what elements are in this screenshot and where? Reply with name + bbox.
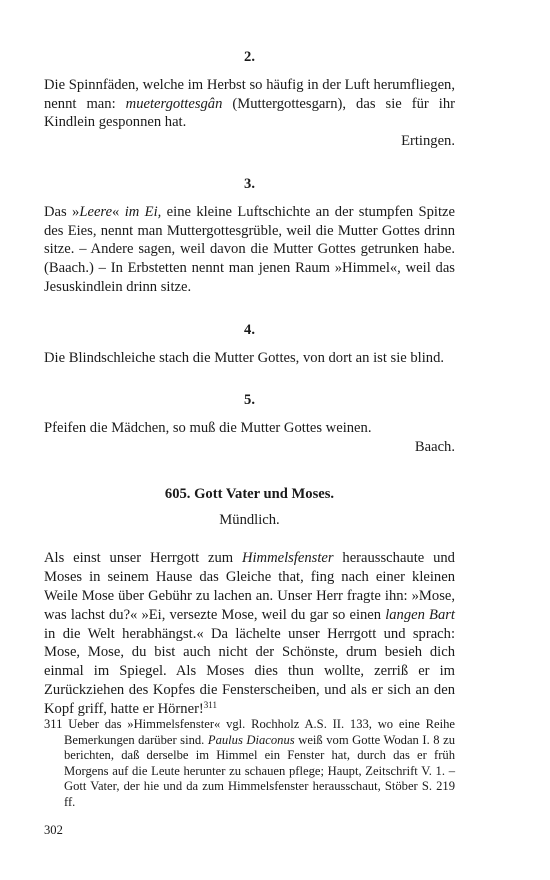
footnote-text	[44, 717, 455, 811]
text-run: Ueber das »Himmelsfenster« vgl. Rochholz A.S. II. 133, wo eine Reihe Bemerkungen darüber sind.	[62, 717, 455, 747]
page-number: 302	[44, 823, 63, 837]
footnote	[44, 717, 455, 811]
italic-term: Himmelsfenster	[241, 550, 334, 567]
section-number: 5.	[244, 392, 255, 409]
text-run: eine kleine Luftschichte an der stumpfen Spitze des Eies, nennt man Muttergottesgrüble, weil die Mutter Gottes drinn sitze. – Andere sagen, weil davon die Mutter Gottes getrunken habe. (Baach.) – In Erbstetten nennt man jenen Raum »Himmel«, weil das Jesuskindlein drinn sitze.	[44, 203, 455, 295]
section-number: 4.	[244, 321, 255, 338]
section-number: 3.	[244, 175, 255, 192]
tale-subheading: Mündlich.	[219, 511, 280, 528]
section-text	[44, 76, 455, 132]
text-run: weiß vom Gotte Wodan I. 8 zu berichten, daß derselbe im Himmel ein Fenster hat, durch das er früh Morgens auf die Leute herunter zu schauen pflege; Haupt, Zeitschrift V. 1. – Gott Vater, der hie und da zum Himmelsfenster herausschaut, Stöber S. 219 ff.	[64, 732, 455, 809]
section-number: 2.	[244, 49, 255, 65]
italic-term: langen Bart	[385, 606, 455, 623]
italic-term: muetergottesgân	[125, 95, 223, 112]
text-run: in die Welt herabhängst.« Da lächelte unser Herrgott und sprach: Mose, Mose, du bist auch nicht der Schönste, drum besieh dich einmal im Spiegel. Als Moses dies thun wollte, zerriß er im Zurückziehen des Kopfes die Fensterscheiben, und als er sich an den Kopf griff, hatte er Hörner!	[44, 625, 455, 717]
page-body	[44, 48, 455, 719]
text-run: (Muttergottesgarn), das sie für ihr Kindlein gesponnen hat.	[44, 95, 456, 131]
italic-term: im Ei,	[124, 203, 162, 220]
footnote-mark: 311	[44, 717, 63, 731]
text-run: Die Spinnfäden, welche im Herbst so häufig in der Luft herumfliegen, nennt man:	[44, 76, 455, 112]
italic-term: Paulus Diaconus	[207, 732, 295, 747]
section-text: Die Blindschleiche stach die Mutter Gottes, von dort an ist sie blind.	[44, 349, 445, 366]
source-note: Ertingen.	[401, 133, 455, 150]
source-note: Baach.	[414, 438, 455, 455]
text-run: «	[112, 203, 125, 220]
footnote-reference[interactable]: 311	[203, 699, 217, 710]
text-run: Das »	[44, 203, 80, 220]
text-run: Als einst unser Herrgott zum	[44, 550, 242, 567]
tale-text	[44, 549, 455, 718]
text-run: herausschaute und Moses in seinem Hause das Gleiche that, fing nach einer kleinen Weile Mose über Gebühr zu lachen an. Unser Herr fragte ihn: »Mose, was lachst du?« »Ei, versezte Mose, weil du gar so einen	[44, 550, 455, 623]
tale-heading: 605. Gott Vater und Moses.	[164, 485, 335, 502]
section-text: Pfeifen die Mädchen, so muß die Mutter Gottes weinen.	[44, 420, 372, 437]
italic-term: Leere	[79, 203, 113, 220]
section-text	[44, 203, 455, 297]
